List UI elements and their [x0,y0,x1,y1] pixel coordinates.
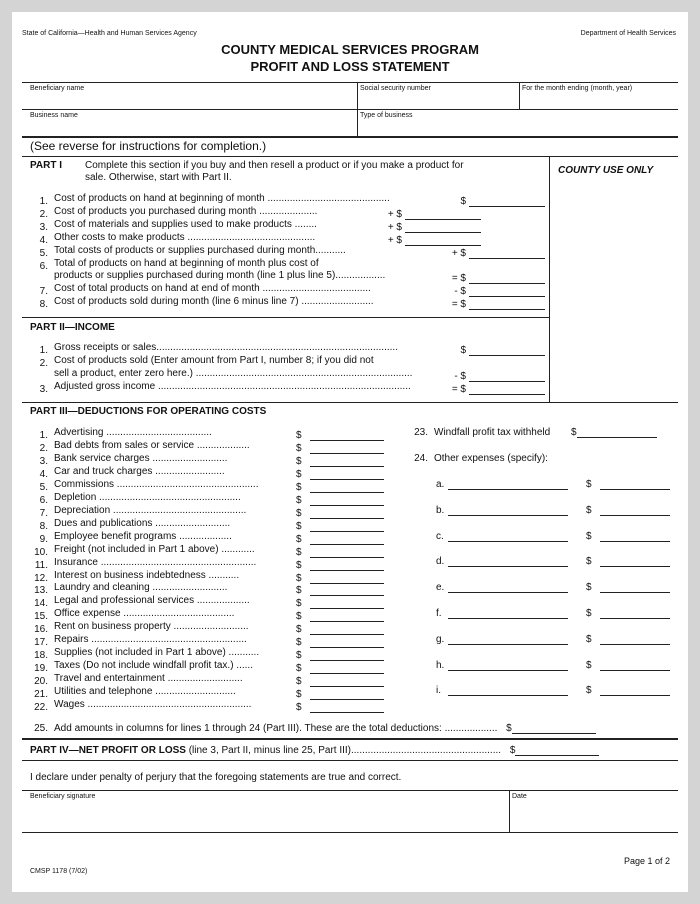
form-title: COUNTY MEDICAL SERVICES PROGRAM [221,42,479,57]
line-24: 24. Other expenses (specify): [414,453,548,464]
part1-line: 1. Cost of products on hand at beginning of month ............................................ $ [22,193,545,207]
deduction-line: 3. Bank service charges ........................... $ [22,453,384,467]
amount-field[interactable] [600,532,670,542]
deduction-line: 12. Interest on business indebtedness ........... $ [22,570,384,584]
other-expense-line: f. $ [436,608,670,619]
deduction-line: 20. Travel and entertainment ........................... $ [22,673,384,687]
deduction-line: 15. Office expense ........................................ $ [22,608,384,622]
other-expense-line: b. $ [436,505,670,516]
part1-line: 5. Total costs of products or supplies purchased during month........... + $ [22,245,545,259]
instructions-note: (See reverse for instructions for completion.) [30,139,267,153]
expense-description-field[interactable] [448,506,568,516]
part3-label: PART III—DEDUCTIONS FOR OPERATING COSTS [30,406,267,417]
part1-label: PART I [30,160,63,171]
expense-description-field[interactable] [448,532,568,542]
deduction-line: 5. Commissions ................................................... $ [22,479,384,493]
rule [22,760,678,761]
amount-field[interactable] [469,385,545,395]
ssn-field[interactable]: Social security number [360,85,431,92]
rule [519,82,520,109]
deduction-line: 14. Legal and professional services ................... $ [22,595,384,609]
expense-description-field[interactable] [448,609,568,619]
date-field[interactable]: Date [512,793,527,800]
part2-line: 3. Adjusted gross income ........................................................................................... = $ [22,381,545,395]
part1-line: 7. Cost of total products on hand at end of month ....................................... - $ [22,283,545,297]
expense-description-field[interactable] [448,583,568,593]
expense-description-field[interactable] [448,686,568,696]
rule [22,402,678,403]
part1-line: 6. Total of products on hand at beginning of month plus cost of [39,258,319,272]
amount-field[interactable] [469,346,545,356]
amount-field[interactable] [600,661,670,671]
part1-line: 3. Cost of materials and supplies used to make products ........ + $ [22,219,481,233]
department-label: Department of Health Services [580,30,676,37]
rule [22,317,549,318]
part1-intro-2: sale. Otherwise, start with Part II. [85,172,232,183]
other-expense-line: c. $ [436,531,670,542]
form-id: CMSP 1178 (7/02) [30,868,88,875]
other-expense-line: a. $ [436,479,670,490]
form-page [12,12,688,892]
declaration: I declare under penalty of perjury that the foregoing statements are true and correct. [30,772,402,783]
line-23: 23. Windfall profit tax withheld $ [410,427,657,438]
expense-description-field[interactable] [448,661,568,671]
amount-field[interactable] [600,609,670,619]
amount-field[interactable] [310,703,384,713]
amount-field[interactable] [600,583,670,593]
part1-line: 8. Cost of products sold during month (line 6 minus line 7) .......................... = $ [22,296,545,310]
deduction-line: 16. Rent on business property ........................... $ [22,621,384,635]
part2-line: sell a product, enter zero here.) .............................................................................. - $ [22,368,545,382]
expense-description-field[interactable] [448,635,568,645]
amount-field[interactable] [469,300,545,310]
deduction-line: 18. Supplies (not included in Part 1 above) ........... $ [22,647,384,661]
rule [549,156,550,402]
county-use-label: COUNTY USE ONLY [558,165,654,176]
rule [22,109,678,110]
amount-field[interactable] [600,686,670,696]
deduction-line: 7. Depreciation ................................................ $ [22,505,384,519]
part1-line: 2. Cost of products you purchased during month ..................... + $ [22,206,481,220]
business-type-field[interactable]: Type of business [360,112,413,119]
rule [22,82,678,83]
expense-description-field[interactable] [448,480,568,490]
amount-field[interactable] [600,635,670,645]
line-25: 25. Add amounts in columns for lines 1 through 24 (Part III). These are the total deductions: ................... $ [22,723,596,734]
rule [22,738,678,740]
deduction-line: 6. Depletion ................................................... $ [22,492,384,506]
other-expense-line: e. $ [436,582,670,593]
part2-line: 1. Gross receipts or sales....................................................................................... $ [22,342,545,356]
other-expense-line: h. $ [436,660,670,671]
deduction-line: 8. Dues and publications ........................... $ [22,518,384,532]
deduction-line: 4. Car and truck charges ......................... $ [22,466,384,480]
agency-label: State of California—Health and Human Services Agency [22,30,197,37]
part2-label: PART II—INCOME [30,322,115,333]
rule [509,790,510,832]
deduction-line: 19. Taxes (Do not include windfall profit tax.) ...... $ [22,660,384,674]
rule [22,832,678,833]
deduction-line: 13. Laundry and cleaning ........................... $ [22,582,384,596]
deduction-line: 11. Insurance ........................................................ $ [22,557,384,571]
deduction-line: 17. Repairs ........................................................ $ [22,634,384,648]
deduction-line: 22. Wages ........................................................... $ [22,699,384,713]
amount-field[interactable] [600,557,670,567]
part4-row: PART IV—NET PROFIT OR LOSS (line 3, Part II, minus line 25, Part III)...................................................... $ [30,745,599,756]
part1-intro: Complete this section if you buy and then resell a product or if you make a product for [85,160,464,171]
signature-field[interactable]: Beneficiary signature [30,793,96,800]
other-expense-line: i. $ [436,685,670,696]
other-expense-line: d. $ [436,556,670,567]
deduction-line: 10. Freight (not included in Part 1 above) ............ $ [22,544,384,558]
rule [22,790,678,791]
page-number: Page 1 of 2 [623,856,670,866]
other-expense-line: g. $ [436,634,670,645]
rule [22,156,678,157]
deduction-line: 21. Utilities and telephone ............................. $ [22,686,384,700]
part1-line: 4. Other costs to make products .............................................. + $ [22,232,481,246]
beneficiary-name-field[interactable]: Beneficiary name [30,85,85,92]
deduction-line: 9. Employee benefit programs ................... $ [22,531,384,545]
amount-field[interactable] [600,506,670,516]
rule [357,82,358,136]
amount-field[interactable] [600,480,670,490]
deduction-line: 2. Bad debts from sales or service ................... $ [22,440,384,454]
month-ending-field[interactable]: For the month ending (month, year) [522,85,633,92]
amount-field[interactable] [469,249,545,259]
form-subtitle: PROFIT AND LOSS STATEMENT [250,59,450,74]
part1-line: products or supplies purchased during month (line 1 plus line 5).................. = $ [22,270,545,284]
part2-line: 2. Cost of products sold (Enter amount from Part I, number 8; if you did not [39,355,374,369]
business-name-field[interactable]: Business name [30,112,78,119]
deduction-line: 1. Advertising ...................................... $ [22,427,384,441]
rule [22,136,678,138]
expense-description-field[interactable] [448,557,568,567]
